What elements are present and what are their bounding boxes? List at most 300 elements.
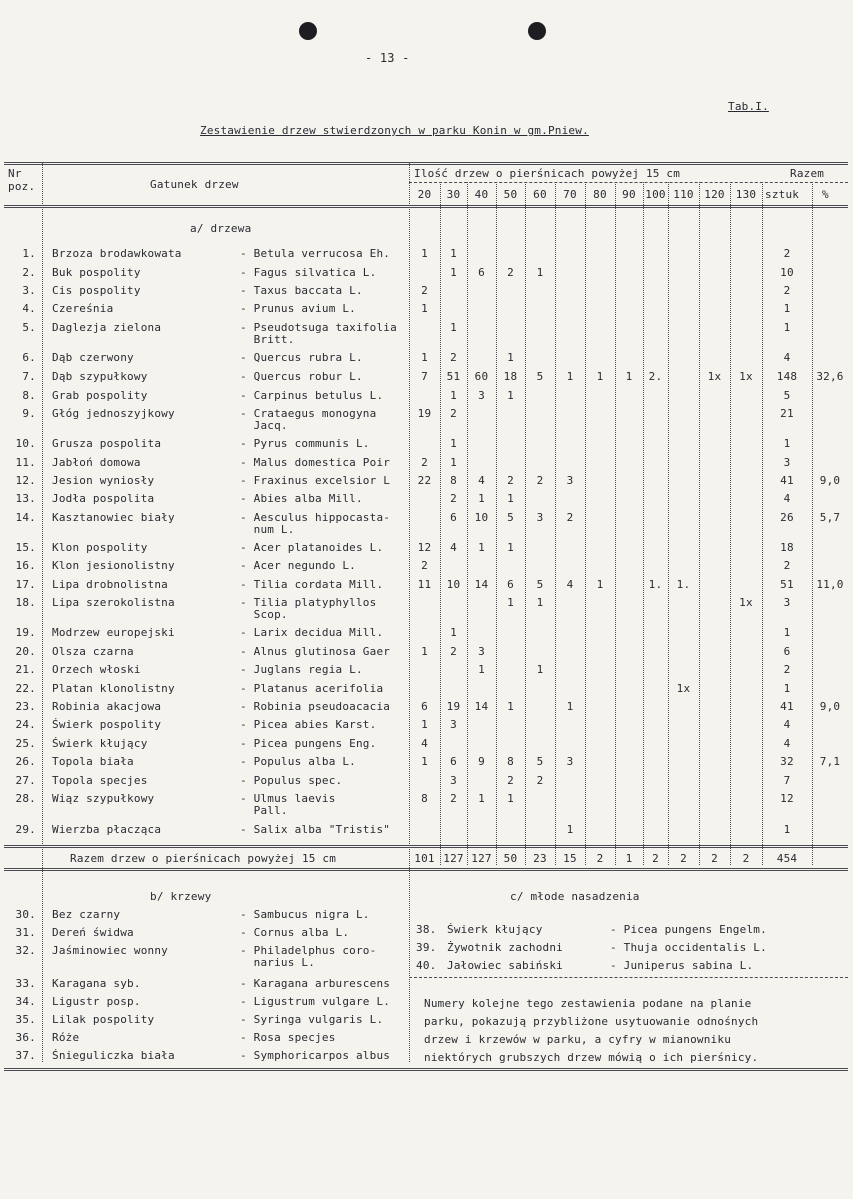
column-divider-size (585, 182, 586, 865)
count-cell: 8 (507, 755, 514, 768)
header-size-100: 100 (645, 188, 666, 201)
count-cell: 2 (450, 407, 457, 420)
count-cell: 1 (478, 792, 485, 805)
count-cell: 11 (417, 578, 432, 591)
row-number: 19. (15, 626, 36, 639)
table-label: Tab.I. (728, 100, 769, 113)
count-cell: 1 (450, 626, 457, 639)
row-number: 16. (15, 559, 36, 572)
count-cell: 1 (450, 247, 457, 260)
species-polish-name: Brzoza brodawkowata (52, 247, 182, 260)
row-number: 9. (22, 407, 36, 420)
shrub-latin-name: - Symphoricarpos albus (240, 1049, 391, 1062)
column-divider-size (496, 182, 497, 865)
species-polish-name: Jabłoń domowa (52, 456, 141, 469)
count-cell: 1x (707, 370, 722, 383)
row-number: 35. (15, 1013, 36, 1026)
header-pieces: sztuk (765, 188, 800, 201)
species-latin-name: - Larix decidua Mill. (240, 626, 384, 639)
shrub-polish-name: Dereń świdwa (52, 926, 134, 939)
species-polish-name: Świerk pospolity (52, 718, 162, 731)
count-cell: 1 (421, 645, 428, 658)
row-number: 40. (416, 959, 437, 972)
row-number: 29. (15, 823, 36, 836)
row-percent: 11,0 (816, 578, 844, 591)
row-number: 5. (22, 321, 36, 334)
column-divider-size (668, 182, 669, 865)
species-polish-name: Lipa szerokolistna (52, 596, 175, 609)
species-latin-name: - Aesculus hippocasta- (240, 511, 391, 524)
count-cell: 8 (450, 474, 457, 487)
shrub-latin-name: - Syringa vulgaris L. (240, 1013, 384, 1026)
count-cell: 5 (536, 578, 544, 591)
count-cell: 19 (446, 700, 461, 713)
row-number: 38. (416, 923, 437, 936)
total-count-cell: 1 (625, 852, 633, 865)
page-number: - 13 - (365, 51, 410, 65)
header-bottom-rule (4, 205, 848, 208)
count-cell: 3 (566, 474, 574, 487)
species-polish-name: Kasztanowiec biały (52, 511, 175, 524)
total-top-rule (4, 845, 848, 848)
row-number: 27. (15, 774, 36, 787)
species-latin-name: Pall. (240, 804, 288, 817)
header-size-70: 70 (563, 188, 577, 201)
species-latin-name: - Populus alba L. (240, 755, 356, 768)
species-polish-name: Klon jesionolistny (52, 559, 175, 572)
count-cell: 1 (507, 541, 514, 554)
column-divider-size (525, 182, 526, 865)
count-cell: 5 (536, 370, 544, 383)
count-cell: 1 (450, 389, 457, 402)
species-polish-name: Głóg jednoszyjkowy (52, 407, 175, 420)
count-cell: 6 (478, 266, 485, 279)
row-percent: 9,0 (819, 700, 841, 713)
row-number: 24. (15, 718, 36, 731)
header-size-60: 60 (533, 188, 547, 201)
row-total: 4 (783, 492, 791, 505)
footnote-line: niektórych grubszych drzew mówią o ich pierśnicy. (424, 1051, 759, 1064)
species-latin-name: - Malus domestica Poir (240, 456, 391, 469)
row-total: 4 (783, 351, 791, 364)
count-cell: 3 (478, 389, 485, 402)
row-number: 23. (15, 700, 36, 713)
row-number: 6. (22, 351, 36, 364)
count-cell: 1 (478, 663, 485, 676)
header-pos: poz. (8, 180, 36, 193)
row-number: 37. (15, 1049, 36, 1062)
section-young-title: c/ młode nasadzenia (510, 890, 640, 903)
footnote-line: parku, pokazują przybliżone usytuowanie odnośnych (424, 1015, 759, 1028)
count-cell: 2 (421, 456, 428, 469)
row-percent: 7,1 (819, 755, 841, 768)
species-polish-name: Buk pospolity (52, 266, 141, 279)
total-count-cell: 2 (596, 852, 604, 865)
row-number: 14. (15, 511, 36, 524)
row-percent: 32,6 (816, 370, 844, 383)
count-cell: 1 (507, 351, 514, 364)
species-latin-name: - Quercus rubra L. (240, 351, 363, 364)
count-cell: 8 (421, 792, 428, 805)
header-size-20: 20 (417, 188, 432, 201)
shrub-polish-name: Karagana syb. (52, 977, 141, 990)
row-total: 6 (783, 645, 791, 658)
shrub-latin-name: - Ligustrum vulgare L. (240, 995, 391, 1008)
page-title: Zestawienie drzew stwierdzonych w parku Konin w gm.Pniew. (200, 124, 589, 137)
row-total: 4 (783, 718, 791, 731)
count-cell: 14 (474, 578, 489, 591)
row-number: 13. (15, 492, 36, 505)
count-cell: 1 (507, 389, 514, 402)
row-total: 1 (783, 302, 791, 315)
column-divider-size (615, 182, 616, 865)
row-number: 36. (15, 1031, 36, 1044)
count-cell: 2 (450, 792, 457, 805)
species-polish-name: Grab pospolity (52, 389, 148, 402)
header-nr: Nr (8, 167, 22, 180)
young-bottom-rule (409, 977, 848, 978)
count-cell: 51 (446, 370, 461, 383)
row-number: 12. (15, 474, 36, 487)
total-count-cell: 2 (711, 852, 718, 865)
species-polish-name: Klon pospolity (52, 541, 148, 554)
shrub-polish-name: Jaśminowiec wonny (52, 944, 168, 957)
count-cell: 1 (507, 700, 514, 713)
column-divider-size (440, 182, 441, 865)
count-cell: 1 (421, 718, 428, 731)
column-divider-size (699, 182, 700, 865)
count-cell: 1 (536, 596, 544, 609)
row-number: 20. (15, 645, 36, 658)
header-mid-rule (409, 182, 848, 183)
count-cell: 1 (566, 370, 574, 383)
total-count-cell: 2 (742, 852, 750, 865)
table-bottom-rule (4, 1068, 848, 1071)
row-number: 4. (22, 302, 36, 315)
shrub-polish-name: Bez czarny (52, 908, 121, 921)
species-polish-name: Olsza czarna (52, 645, 134, 658)
total-count-cell: 2 (680, 852, 687, 865)
row-number: 26. (15, 755, 36, 768)
row-total: 7 (783, 774, 791, 787)
row-total: 51 (780, 578, 794, 591)
total-count-cell: 15 (563, 852, 577, 865)
header-size-120: 120 (704, 188, 725, 201)
species-latin-name: - Tilia platyphyllos (240, 596, 377, 609)
row-total: 2 (783, 663, 791, 676)
count-cell: 1. (648, 578, 663, 591)
row-total: 10 (780, 266, 794, 279)
shrub-latin-name: - Cornus alba L. (240, 926, 350, 939)
header-total: Razem (790, 167, 825, 180)
count-cell: 2 (450, 492, 457, 505)
row-total: 21 (780, 407, 794, 420)
count-cell: 2 (507, 474, 514, 487)
species-latin-name: - Prunus avium L. (240, 302, 356, 315)
footnote-line: drzew i krzewów w parku, a cyfry w mianowniku (424, 1033, 732, 1046)
count-cell: 2 (536, 774, 544, 787)
binder-hole-left (299, 22, 317, 40)
row-number: 10. (15, 437, 36, 450)
young-latin-name: - Picea pungens Engelm. (610, 923, 767, 936)
row-total: 41 (780, 700, 794, 713)
species-polish-name: Wierzba płacząca (52, 823, 162, 836)
shrub-latin-name: narius L. (240, 956, 316, 969)
header-size-110: 110 (673, 188, 694, 201)
shrub-latin-name: - Karagana arburescens (240, 977, 391, 990)
count-cell: 10 (446, 578, 461, 591)
header-size-40: 40 (474, 188, 489, 201)
count-cell: 1 (478, 541, 485, 554)
row-number: 25. (15, 737, 36, 750)
species-latin-name: Britt. (240, 333, 295, 346)
count-cell: 1 (507, 492, 514, 505)
species-latin-name: - Fagus silvatica L. (240, 266, 377, 279)
species-polish-name: Czereśnia (52, 302, 114, 315)
count-cell: 1x (739, 596, 753, 609)
species-latin-name: - Abies alba Mill. (240, 492, 363, 505)
count-cell: 2 (450, 351, 457, 364)
header-size-80: 80 (593, 188, 607, 201)
row-total: 1 (783, 437, 791, 450)
young-latin-name: - Juniperus sabina L. (610, 959, 754, 972)
column-divider-size (762, 182, 763, 865)
species-polish-name: Platan klonolistny (52, 682, 175, 695)
count-cell: 1 (536, 663, 544, 676)
total-count-cell: 127 (471, 852, 492, 865)
count-cell: 14 (474, 700, 489, 713)
count-cell: 1 (625, 370, 633, 383)
grand-total: 454 (776, 852, 798, 865)
species-latin-name: - Acer negundo L. (240, 559, 356, 572)
shrub-latin-name: - Sambucus nigra L. (240, 908, 370, 921)
row-number: 32. (15, 944, 36, 957)
species-latin-name: - Salix alba "Tristis" (240, 823, 391, 836)
count-cell: 4 (421, 737, 428, 750)
shrub-polish-name: Ligustr posp. (52, 995, 141, 1008)
count-cell: 1 (507, 596, 514, 609)
column-divider-size (643, 182, 644, 865)
count-cell: 5 (507, 511, 514, 524)
row-number: 7. (22, 370, 36, 383)
row-total: 2 (783, 559, 791, 572)
count-cell: 5 (536, 755, 544, 768)
row-total: 148 (776, 370, 798, 383)
count-cell: 4 (566, 578, 574, 591)
row-number: 28. (15, 792, 36, 805)
count-cell: 22 (417, 474, 432, 487)
row-number: 33. (15, 977, 36, 990)
count-cell: 2 (566, 511, 574, 524)
count-cell: 1 (450, 437, 457, 450)
species-latin-name: - Alnus glutinosa Gaer (240, 645, 391, 658)
count-cell: 1 (507, 792, 514, 805)
row-number: 18. (15, 596, 36, 609)
count-cell: 1 (536, 266, 544, 279)
row-total: 32 (780, 755, 794, 768)
species-latin-name: - Betula verrucosa Eh. (240, 247, 391, 260)
count-cell: 7 (421, 370, 428, 383)
count-cell: 2 (450, 645, 457, 658)
count-cell: 1 (566, 823, 574, 836)
species-latin-name: num L. (240, 523, 295, 536)
species-latin-name: - Platanus acerifolia (240, 682, 384, 695)
row-number: 22. (15, 682, 36, 695)
shrub-latin-name: - Philadelphus coro- (240, 944, 377, 957)
row-total: 1 (783, 823, 791, 836)
row-number: 8. (22, 389, 36, 402)
species-latin-name: - Carpinus betulus L. (240, 389, 384, 402)
row-number: 3. (22, 284, 36, 297)
species-polish-name: Dąb czerwony (52, 351, 134, 364)
row-total: 5 (783, 389, 791, 402)
total-count-cell: 23 (533, 852, 547, 865)
species-latin-name: - Acer platanoides L. (240, 541, 384, 554)
header-size-30: 30 (446, 188, 461, 201)
count-cell: 3 (566, 755, 574, 768)
total-bottom-rule (4, 868, 848, 871)
row-number: 31. (15, 926, 36, 939)
column-divider-size (409, 162, 410, 1062)
header-size-90: 90 (622, 188, 636, 201)
count-cell: 2 (421, 559, 428, 572)
count-cell: 2. (648, 370, 663, 383)
species-polish-name: Jodła pospolita (52, 492, 155, 505)
row-total: 2 (783, 284, 791, 297)
row-number: 1. (22, 247, 36, 260)
count-cell: 1 (421, 755, 428, 768)
species-latin-name: - Pseudotsuga taxifolia (240, 321, 397, 334)
species-latin-name: - Crataegus monogyna (240, 407, 377, 420)
section-trees-title: a/ drzewa (190, 222, 252, 235)
count-cell: 1 (421, 302, 428, 315)
count-cell: 1x (739, 370, 753, 383)
row-number: 2. (22, 266, 36, 279)
column-divider-size (730, 182, 731, 865)
species-latin-name: - Tilia cordata Mill. (240, 578, 384, 591)
species-polish-name: Topola biała (52, 755, 134, 768)
species-polish-name: Jesion wyniosły (52, 474, 155, 487)
count-cell: 1 (450, 266, 457, 279)
count-cell: 3 (450, 774, 457, 787)
young-polish-name: Jałowiec sabiński (447, 959, 563, 972)
count-cell: 12 (417, 541, 432, 554)
young-polish-name: Żywotnik zachodni (447, 941, 563, 954)
count-cell: 2 (507, 774, 514, 787)
species-latin-name: - Picea abies Karst. (240, 718, 377, 731)
row-number: 21. (15, 663, 36, 676)
footnote-line: Numery kolejne tego zestawienia podane na planie (424, 997, 752, 1010)
species-polish-name: Wiąz szypułkowy (52, 792, 155, 805)
row-number: 34. (15, 995, 36, 1008)
count-cell: 18 (503, 370, 518, 383)
young-latin-name: - Thuja occidentalis L. (610, 941, 767, 954)
binder-hole-right (528, 22, 546, 40)
count-cell: 19 (417, 407, 432, 420)
total-count-cell: 50 (503, 852, 518, 865)
species-polish-name: Modrzew europejski (52, 626, 175, 639)
row-total: 3 (783, 596, 791, 609)
species-latin-name: - Populus spec. (240, 774, 343, 787)
species-latin-name: - Ulmus laevis (240, 792, 336, 805)
count-cell: 1 (450, 456, 457, 469)
species-polish-name: Topola specjes (52, 774, 148, 787)
column-divider-size (467, 182, 468, 865)
count-cell: 1 (421, 351, 428, 364)
count-cell: 4 (450, 541, 457, 554)
species-latin-name: - Robinia pseudoacacia (240, 700, 391, 713)
count-cell: 2 (421, 284, 428, 297)
row-number: 39. (416, 941, 437, 954)
count-cell: 4 (478, 474, 485, 487)
total-label: Razem drzew o pierśnicach powyżej 15 cm (70, 852, 337, 865)
species-latin-name: - Fraxinus excelsior L (240, 474, 391, 487)
species-latin-name: - Quercus robur L. (240, 370, 363, 383)
count-cell: 1 (596, 370, 604, 383)
count-cell: 6 (450, 511, 457, 524)
row-total: 3 (783, 456, 791, 469)
shrub-polish-name: Śnieguliczka biała (52, 1049, 175, 1062)
count-cell: 6 (507, 578, 514, 591)
count-cell: 1 (421, 247, 428, 260)
species-polish-name: Dąb szypułkowy (52, 370, 148, 383)
row-number: 11. (15, 456, 36, 469)
section-shrubs-title: b/ krzewy (150, 890, 212, 903)
column-divider-percent (812, 182, 813, 865)
row-total: 41 (780, 474, 794, 487)
species-latin-name: - Juglans regia L. (240, 663, 363, 676)
header-species: Gatunek drzew (150, 178, 239, 191)
row-total: 1 (783, 682, 791, 695)
header-size-50: 50 (503, 188, 518, 201)
row-number: 15. (15, 541, 36, 554)
species-polish-name: Lipa drobnolistna (52, 578, 168, 591)
species-polish-name: Robinia akacjowa (52, 700, 162, 713)
count-cell: 1 (450, 321, 457, 334)
row-total: 4 (783, 737, 791, 750)
row-total: 12 (780, 792, 794, 805)
species-polish-name: Cis pospolity (52, 284, 141, 297)
count-cell: 2 (536, 474, 544, 487)
column-divider-size (555, 182, 556, 865)
shrub-polish-name: Róże (52, 1031, 80, 1044)
row-number: 17. (15, 578, 36, 591)
count-cell: 1 (478, 492, 485, 505)
shrub-polish-name: Lilak pospolity (52, 1013, 155, 1026)
count-cell: 60 (474, 370, 489, 383)
header-top-rule (4, 162, 848, 165)
young-polish-name: Świerk kłujący (447, 923, 543, 936)
total-count-cell: 2 (652, 852, 659, 865)
species-polish-name: Orzech włoski (52, 663, 141, 676)
row-percent: 9,0 (819, 474, 841, 487)
column-divider-nr (42, 162, 43, 1062)
species-polish-name: Świerk kłujący (52, 737, 148, 750)
row-total: 2 (783, 247, 791, 260)
row-total: 26 (780, 511, 794, 524)
species-latin-name: Scop. (240, 608, 288, 621)
header-size-130: 130 (735, 188, 757, 201)
row-total: 1 (783, 321, 791, 334)
species-latin-name: - Picea pungens Eng. (240, 737, 377, 750)
count-cell: 2 (507, 266, 514, 279)
count-cell: 3 (478, 645, 485, 658)
count-cell: 10 (474, 511, 489, 524)
total-count-cell: 127 (443, 852, 464, 865)
count-cell: 6 (421, 700, 428, 713)
count-cell: 1x (676, 682, 691, 695)
count-cell: 1. (676, 578, 691, 591)
